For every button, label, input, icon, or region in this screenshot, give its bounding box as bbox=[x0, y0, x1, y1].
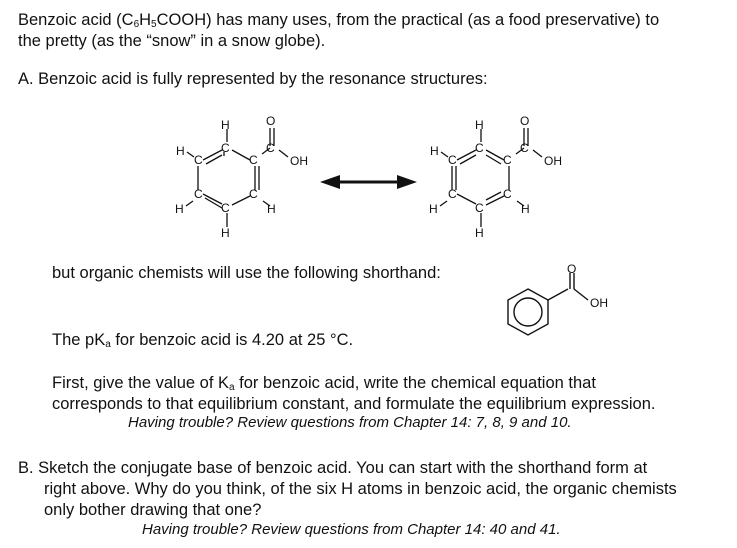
carbonyl-oxygen: O bbox=[567, 262, 577, 276]
part-a-help-text: Having trouble? Review questions from Chapter 14: 7, 8, 9 and 10. bbox=[128, 414, 572, 431]
atom-h: H bbox=[175, 202, 184, 216]
atom-c: C bbox=[249, 187, 258, 201]
intro-line-1: Benzoic acid $(C_6H_5COOH)$ has many uses, from the practical (as a food preservative) to bbox=[18, 11, 660, 30]
question-a-line-2: corresponds to that equilibrium constant, and formulate the equilibrium expression. bbox=[52, 395, 656, 413]
atom-h: H bbox=[475, 226, 484, 240]
atom-h: H bbox=[521, 202, 530, 216]
resonance-arrow bbox=[320, 175, 417, 189]
atom-oh: OH bbox=[544, 154, 562, 168]
part-b-help-text: Having trouble? Review questions from Chapter 14: 40 and 41. bbox=[142, 521, 561, 538]
intro-line-2: the pretty (as the “snow” in a snow globe). bbox=[18, 32, 326, 50]
atom-c: C bbox=[194, 187, 203, 201]
atom-c: C bbox=[194, 153, 203, 167]
atom-c: C bbox=[503, 153, 512, 167]
shorthand-text: but organic chemists will use the following shorthand: bbox=[52, 264, 441, 282]
resonance-structure-right bbox=[429, 114, 562, 240]
hydroxyl-group: OH bbox=[590, 296, 608, 310]
atom-oh: OH bbox=[290, 154, 308, 168]
atom-c: C bbox=[475, 141, 484, 155]
part-a-heading: A. Benzoic acid is fully represented by the resonance structures: bbox=[18, 70, 488, 88]
atom-c: C bbox=[448, 153, 457, 167]
part-b-line-1: B. Sketch the conjugate base of benzoic acid. You can start with the shorthand form at bbox=[18, 459, 648, 477]
atom-c: C bbox=[221, 201, 230, 215]
atom-h: H bbox=[475, 118, 484, 132]
atom-h: H bbox=[221, 226, 230, 240]
atom-c: C bbox=[475, 201, 484, 215]
question-a-line-1: First, give the value of $K_a$ for benzoic acid, write the chemical equation that bbox=[52, 374, 596, 393]
atom-c: C bbox=[503, 187, 512, 201]
atom-h: H bbox=[429, 202, 438, 216]
resonance-structure-left bbox=[175, 114, 308, 240]
pka-statement: The $pK_a$ for benzoic acid is 4.20 at 25 °C. bbox=[52, 331, 354, 350]
atom-c: C bbox=[249, 153, 258, 167]
atom-c: C bbox=[266, 141, 275, 155]
resonance-structures bbox=[0, 0, 737, 250]
atom-h: H bbox=[430, 144, 439, 158]
atom-o: O bbox=[266, 114, 276, 128]
atom-c: C bbox=[448, 187, 457, 201]
atom-c: C bbox=[221, 141, 230, 155]
atom-h: H bbox=[176, 144, 185, 158]
atom-c: C bbox=[520, 141, 529, 155]
atom-h: H bbox=[267, 202, 276, 216]
atom-h: H bbox=[221, 118, 230, 132]
benzoic-acid-skeletal-structure bbox=[490, 262, 650, 352]
atom-o: O bbox=[520, 114, 530, 128]
part-b-line-3: only bother drawing that one? bbox=[44, 501, 262, 519]
part-b-line-2: right above. Why do you think, of the six H atoms in benzoic acid, the organic chemists bbox=[44, 480, 677, 498]
